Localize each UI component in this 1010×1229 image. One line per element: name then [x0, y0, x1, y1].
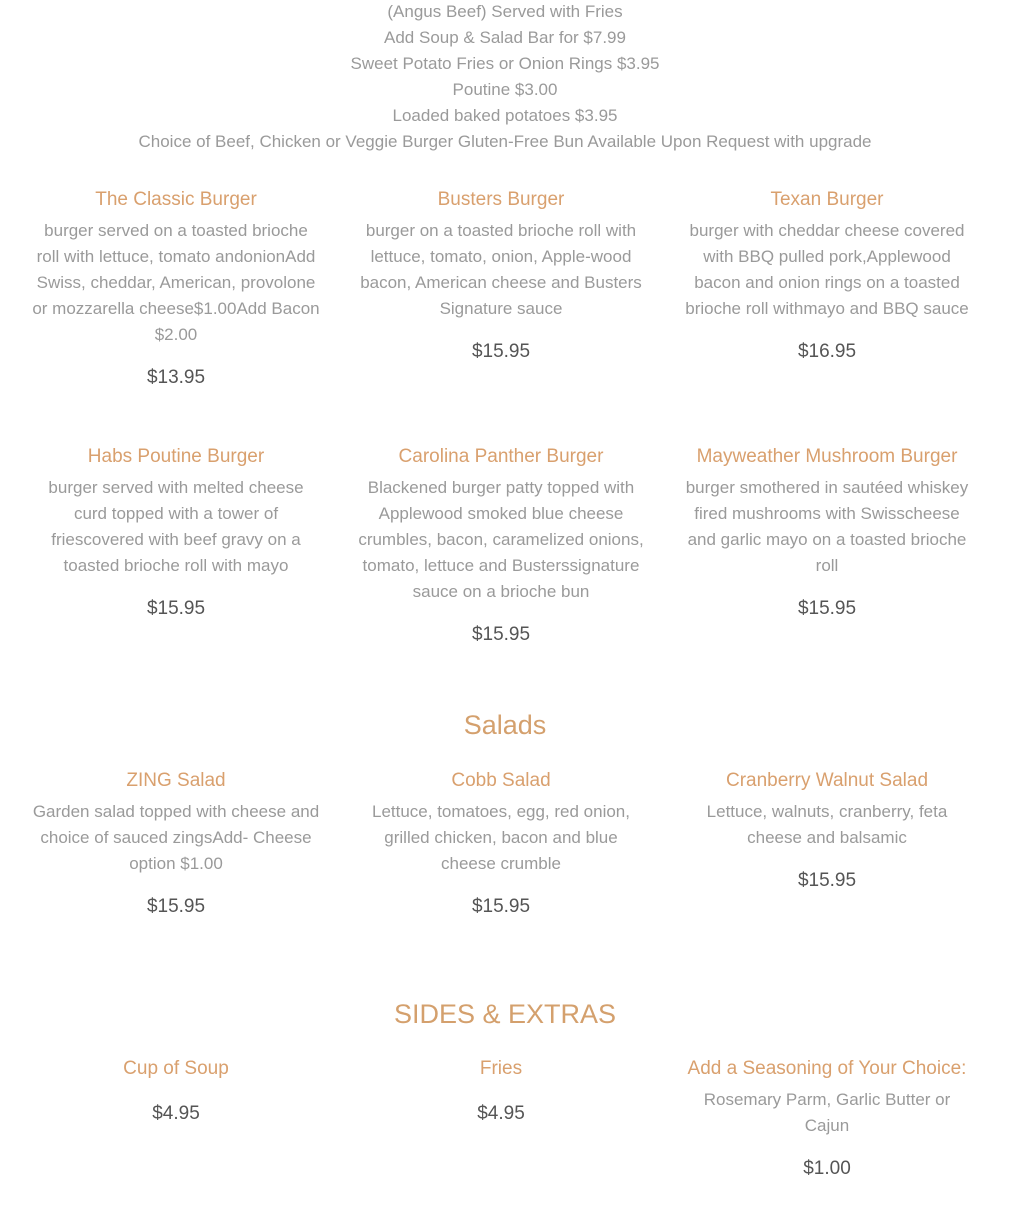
menu-item: [31, 1056, 321, 1127]
intro-line: Add Soup & Salad Bar for $7.99: [384, 28, 626, 47]
menu-item-price: $4.95: [477, 1103, 525, 1124]
menu-item: [356, 768, 646, 920]
menu-item-description: Lettuce, walnuts, cranberry, feta cheese and balsamic: [706, 802, 948, 847]
menu-item-price: $15.95: [797, 598, 857, 619]
menu-item: [356, 187, 646, 365]
menu-item-name: Cobb Salad: [451, 770, 551, 791]
menu-item-price: $15.95: [471, 624, 531, 645]
menu-item-price: $15.95: [797, 870, 857, 891]
menu-item-description: burger with cheddar cheese covered with BBQ pulled pork,Applewood bacon and onion rings on a toasted brioche roll withmayo and BBQ sauce: [685, 221, 969, 318]
menu-item: [31, 768, 321, 920]
menu-item-price: $15.95: [146, 598, 206, 619]
intro-line: Sweet Potato Fries or Onion Rings $3.95: [350, 54, 660, 73]
menu-item: [31, 187, 321, 391]
menu-item-description: burger on a toasted brioche roll with lettuce, tomato, onion, Apple-wood bacon, American cheese and Busters Signature sauce: [360, 221, 642, 318]
menu-item-description: Garden salad topped with cheese and choice of sauced zingsAdd- Cheese option $1.00: [32, 802, 320, 873]
menu-item-description: Lettuce, tomatoes, egg, red onion, grilled chicken, bacon and blue cheese crumble: [371, 802, 630, 873]
menu-item-price: $15.95: [471, 896, 531, 917]
menu-item-name: Add a Seasoning of Your Choice:: [687, 1058, 967, 1079]
menu-item-name: Carolina Panther Burger: [398, 446, 604, 467]
menu-item-name: Busters Burger: [437, 189, 565, 210]
intro-line: Choice of Beef, Chicken or Veggie Burger Gluten-Free Bun Available Upon Request with upgrade: [138, 132, 872, 151]
menu-item: [682, 768, 972, 894]
menu-item-name: Texan Burger: [770, 189, 884, 210]
section-title-salads: Salads: [463, 710, 547, 740]
menu-item-price: $4.95: [152, 1103, 200, 1124]
menu-item-description: Blackened burger patty topped with Applewood smoked blue cheese crumbles, bacon, caramelized onions, tomato, lettuce and Busterssignature sauce on a brioche bun: [358, 478, 644, 601]
menu-item-name: Fries: [479, 1058, 523, 1079]
menu-item-price: $1.00: [803, 1158, 851, 1179]
intro-line: (Angus Beef) Served with Fries: [387, 2, 623, 21]
menu-item: [356, 1056, 646, 1127]
menu-item-price: $16.95: [797, 341, 857, 362]
menu-item-description: burger served on a toasted brioche roll with lettuce, tomato andonionAdd Swiss, cheddar, American, provolone or mozzarella cheese$1.00Add Bacon $2.00: [32, 221, 320, 344]
menu-item-name: Cranberry Walnut Salad: [725, 770, 929, 791]
menu-item-price: $15.95: [146, 896, 206, 917]
intro-line: Poutine $3.00: [452, 80, 558, 99]
menu-item: [31, 444, 321, 622]
menu-item-name: Cup of Soup: [123, 1058, 229, 1079]
menu-item: [682, 444, 972, 622]
menu-item-description: burger smothered in sautéed whiskey fired mushrooms with Swisscheese and garlic mayo on a toasted brioche roll: [685, 478, 969, 575]
menu-item-name: The Classic Burger: [95, 189, 257, 210]
menu-item: [682, 187, 972, 365]
menu-item-price: $13.95: [146, 367, 206, 388]
menu-item: [682, 1056, 972, 1182]
menu-item: [356, 444, 646, 648]
intro-line: Loaded baked potatoes $3.95: [392, 106, 618, 125]
menu-item-name: ZING Salad: [126, 770, 226, 791]
section-title-sides: SIDES & EXTRAS: [393, 999, 617, 1029]
menu-item-name: Mayweather Mushroom Burger: [696, 446, 958, 467]
menu-item-price: $15.95: [471, 341, 531, 362]
menu-item-description: Rosemary Parm, Garlic Butter or Cajun: [703, 1090, 951, 1135]
menu-item-description: burger served with melted cheese curd topped with a tower of friescovered with beef gravy on a toasted brioche roll with mayo: [48, 478, 304, 575]
menu-item-name: Habs Poutine Burger: [87, 446, 265, 467]
